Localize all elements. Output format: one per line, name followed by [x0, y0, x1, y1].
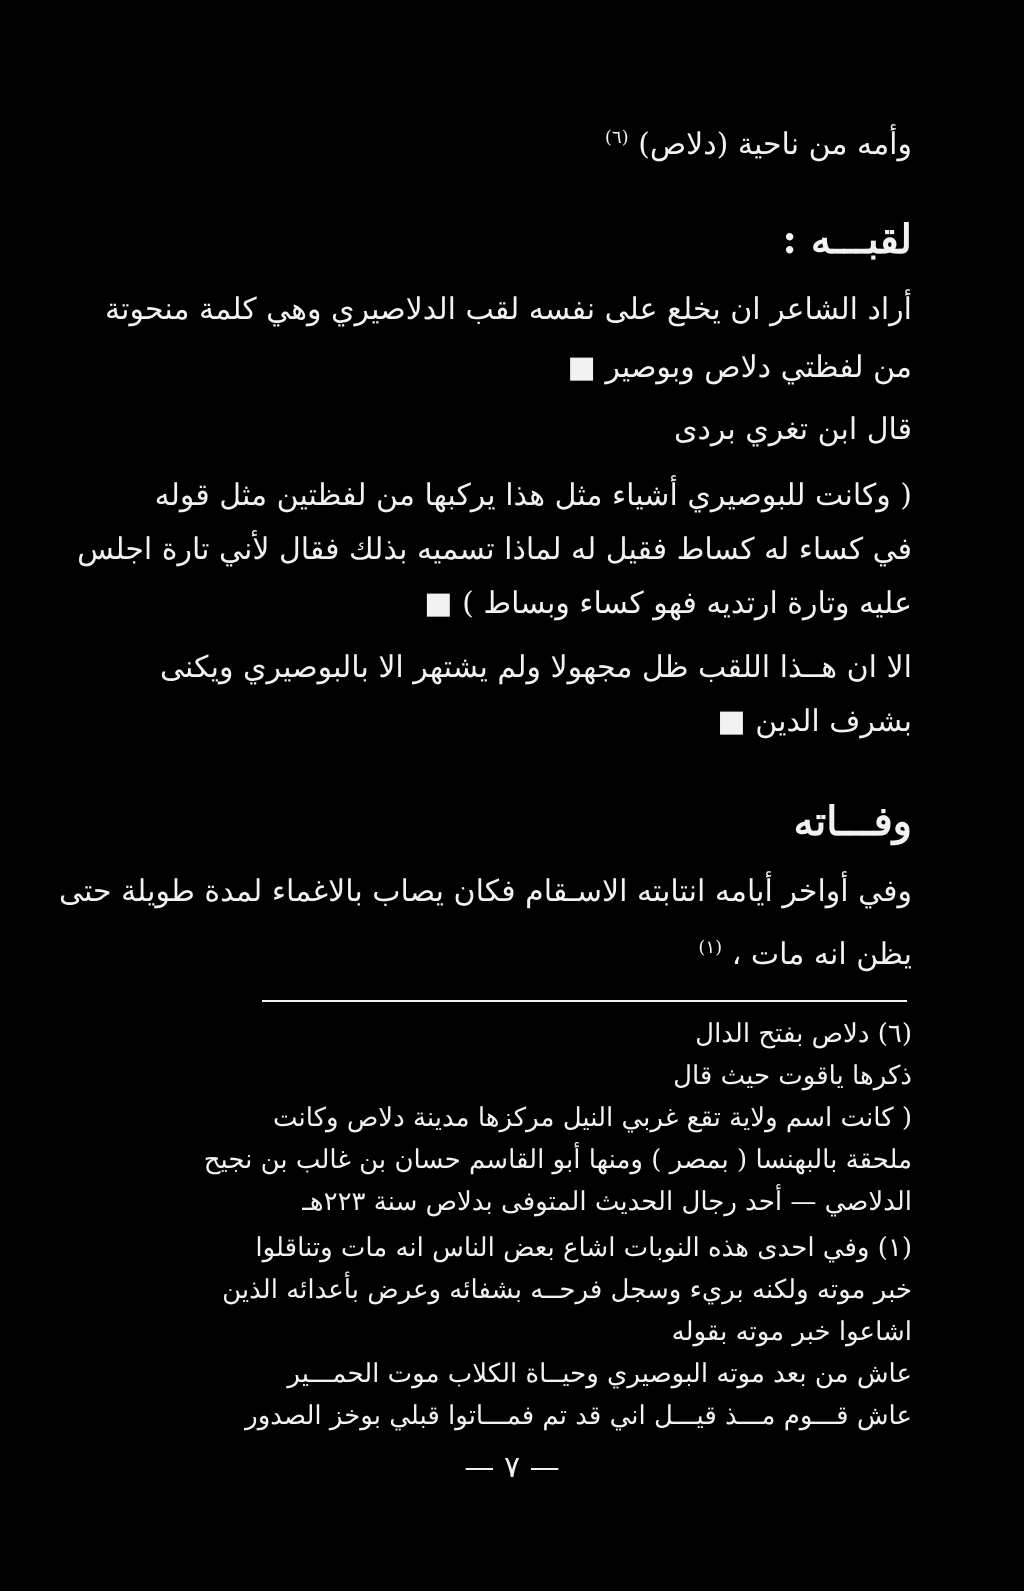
paragraph-kunya-line-1: الا ان هــذا اللقب ظل مجهولا ولم يشتهر الا بالبوصيري ويكنى: [160, 650, 912, 685]
quote-line-1: ( وكانت للبوصيري أشياء مثل هذا يركبها من لفظتين مثل قوله: [154, 478, 912, 513]
footnote-ref-1[interactable]: (١): [698, 937, 723, 958]
quote-line-2: في كساء له كساط فقيل له لماذا تسميه بذلك فقال لأني تارة اجلس: [77, 532, 912, 567]
page-number: — ٧ —: [464, 1450, 560, 1485]
quote-attribution: قال ابن تغري بردى: [673, 412, 912, 447]
paragraph-wafat-line-2: [698, 928, 912, 975]
footnote-6-line-5: الدلاصي — أحد رجال الحديث المتوفى بدلاص سنة ٢٢٣هـ: [302, 1187, 912, 1217]
footnote-divider: [262, 1000, 907, 1002]
heading-laqab: لقبـــه :: [782, 216, 912, 263]
paragraph-laqab-line-2: من لفظتي دلاص وبوصير ■: [567, 350, 912, 385]
paragraph-kunya-line-2: بشرف الدين ■: [717, 704, 912, 739]
paragraph-wafat-line-2-text: يظن انه مات ،: [731, 937, 912, 972]
paragraph-wafat-line-1: وفي أواخر أيامه انتابته الاسـقام فكان يصاب بالاغماء لمدة طويلة حتى: [58, 874, 912, 909]
footnote-1-line-3: اشاعوا خبر موته بقوله: [671, 1317, 912, 1347]
footnote-1-verse-2: عاش قـــوم مـــذ قيـــل اني قد تم فمـــاتوا قبلي بوخز الصدور: [245, 1401, 912, 1431]
line-mother-origin-text: وأمه من ناحية (دلاص): [638, 127, 912, 162]
footnote-6-line-3: ( كانت اسم ولاية تقع غربي النيل مركزها مدينة دلاص وكانت: [272, 1103, 912, 1133]
line-mother-origin: [605, 118, 912, 165]
heading-wafat: وفـــاته: [793, 798, 912, 845]
footnote-6-line-4: ملحقة بالبهنسا ( بمصر ) ومنها أبو القاسم حسان بن غالب بن نجيح: [203, 1145, 912, 1175]
footnote-ref-6[interactable]: (٦): [604, 127, 629, 148]
footnote-6-line-1: (٦) دلاص بفتح الدال: [695, 1019, 912, 1049]
footnote-1-line-2: خبر موته ولكنه بريء وسجل فرحــه بشفائه وعرض بأعدائه الذين: [222, 1275, 912, 1305]
footnote-1-verse-1: عاش من بعد موته البوصيري وحيــاة الكلاب موت الحمـــير: [287, 1359, 912, 1389]
quote-line-3: عليه وتارة ارتديه فهو كساء وبساط ) ■: [424, 586, 912, 621]
paragraph-laqab-line-1: أراد الشاعر ان يخلع على نفسه لقب الدلاصيري وهي كلمة منحوتة: [105, 292, 912, 327]
footnote-1-line-1: (١) وفي احدى هذه النوبات اشاع بعض الناس انه مات وتناقلوا: [255, 1233, 912, 1263]
footnote-6-line-2: ذكرها ياقوت حيث قال: [673, 1061, 912, 1091]
